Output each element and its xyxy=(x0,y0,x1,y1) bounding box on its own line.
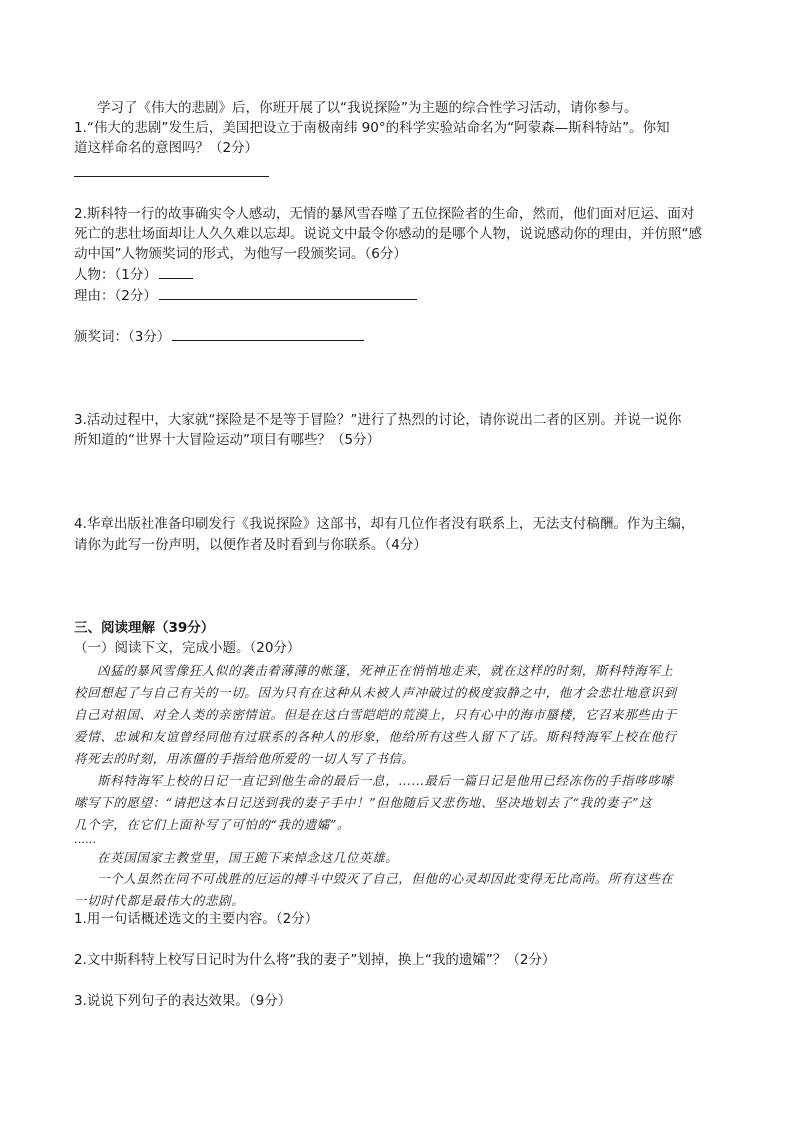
section-3-subheading: （一）阅读下文，完成小题。（20分） xyxy=(74,640,301,656)
passage-p4-line-1: 一个人虽然在同不可战胜的厄运的搏斗中毁灭了自己，但他的心灵却因此变得无比高尚。所有这些在 xyxy=(97,871,674,886)
person-answer-blank[interactable] xyxy=(159,265,193,279)
reason-row xyxy=(74,286,417,306)
question-2-line-3: 动中国”人物颁奖词的形式，为他写一段颁奖词。（6分） xyxy=(74,246,407,262)
passage-p1-line-5: 将死去的时刻，用冻僵的手指给他所爱的一切人写了书信。 xyxy=(74,751,415,766)
reading-question-1: 1.用一句话概述选文的主要内容。（2分） xyxy=(74,911,319,927)
passage-p1-line-1: 凶猛的暴风雪像狂人似的袭击着薄薄的帐篷，死神正在悄悄地走来，就在这样的时刻，斯科特海军上 xyxy=(97,663,674,678)
passage-ellipsis: …… xyxy=(74,833,96,846)
passage-p2-line-2: 嗦写下的愿望：“请把这本日记送到我的妻子手中！”但他随后又悲伤地、坚决地划去了“我的妻子”这 xyxy=(74,795,653,810)
award-row xyxy=(74,327,364,347)
passage-p1-line-3: 自己对祖国、对全人类的亲密情谊。但是在这白雪皑皑的荒漠上，只有心中的海市蜃楼，它召来那些由于 xyxy=(74,707,677,722)
passage-p4-line-2: 一切时代都是最伟大的悲剧。 xyxy=(74,893,245,908)
question-3-line-2: 所知道的“世界十大冒险运动”项目有哪些？（5分） xyxy=(74,432,381,448)
section-3-heading: 三、阅读理解（39分） xyxy=(74,620,215,636)
question-3-line-1: 3.活动过程中，大家就“探险是不是等于冒险？”进行了热烈的讨论，请你说出二者的区别。并说一说你 xyxy=(74,412,682,428)
question-1-line-1: 1.“伟大的悲剧”发生后，美国把设立于南极南纬 90°的科学实验站命名为“阿蒙森—斯科特站”。你知 xyxy=(74,120,670,136)
passage-p3: 在英国国家主教堂里，国王跪下来悼念这几位英雄。 xyxy=(97,850,399,865)
intro-text: 学习了《伟大的悲剧》后，你班开展了以“我说探险”为主题的综合性学习活动，请你参与。 xyxy=(97,100,638,116)
answer-line-q1 xyxy=(74,176,269,177)
question-4-line-2: 请你为此写一份声明，以便作者及时看到与你联系。（4分） xyxy=(74,537,427,553)
reason-answer-blank[interactable] xyxy=(159,286,417,300)
passage-p2-line-3: 几个字，在它们上面补写了可怕的“我的遗孀”。 xyxy=(74,817,350,832)
passage-p1-line-4: 爱情、忠诚和友谊曾经同他有过联系的各种人的形象，他给所有这些人留下了话。斯科特海军上校在他行 xyxy=(74,729,677,744)
person-row xyxy=(74,265,193,285)
question-4-line-1: 4.华章出版社准备印刷发行《我说探险》这部书，却有几位作者没有联系上，无法支付稿酬。作为主编， xyxy=(74,516,695,532)
question-1-line-2: 道这样命名的意图吗？（2分） xyxy=(74,140,259,156)
award-answer-blank[interactable] xyxy=(172,327,364,341)
reason-label: 理由：（2分） xyxy=(74,288,157,304)
question-2-line-2: 死亡的悲壮场面却让人久久难以忘却。说说文中最令你感动的是哪个人物，说说感动你的理由，并仿照“感 xyxy=(74,226,702,242)
passage-p2-line-1: 斯科特海军上校的日记一直记到他生命的最后一息，……最后一篇日记是他用已经冻伤的手指哆哆嗦 xyxy=(97,773,674,788)
award-label: 颁奖词：（3分） xyxy=(74,329,171,345)
passage-p1-line-2: 校回想起了与自己有关的一切。因为只有在这种从未被人声冲破过的极度寂静之中，他才会悲壮地意识到 xyxy=(74,685,677,700)
reading-question-3: 3.说说下列句子的表达效果。（9分） xyxy=(74,993,292,1009)
person-label: 人物：（1分） xyxy=(74,267,157,283)
reading-question-2: 2.文中斯科特上校写日记时为什么将“我的妻子”划掉，换上“我的遗孀”？（2分） xyxy=(74,952,556,968)
question-2-line-1: 2.斯科特一行的故事确实令人感动，无情的暴风雪吞噬了五位探险者的生命，然而，他们面对厄运、面对 xyxy=(74,206,695,222)
